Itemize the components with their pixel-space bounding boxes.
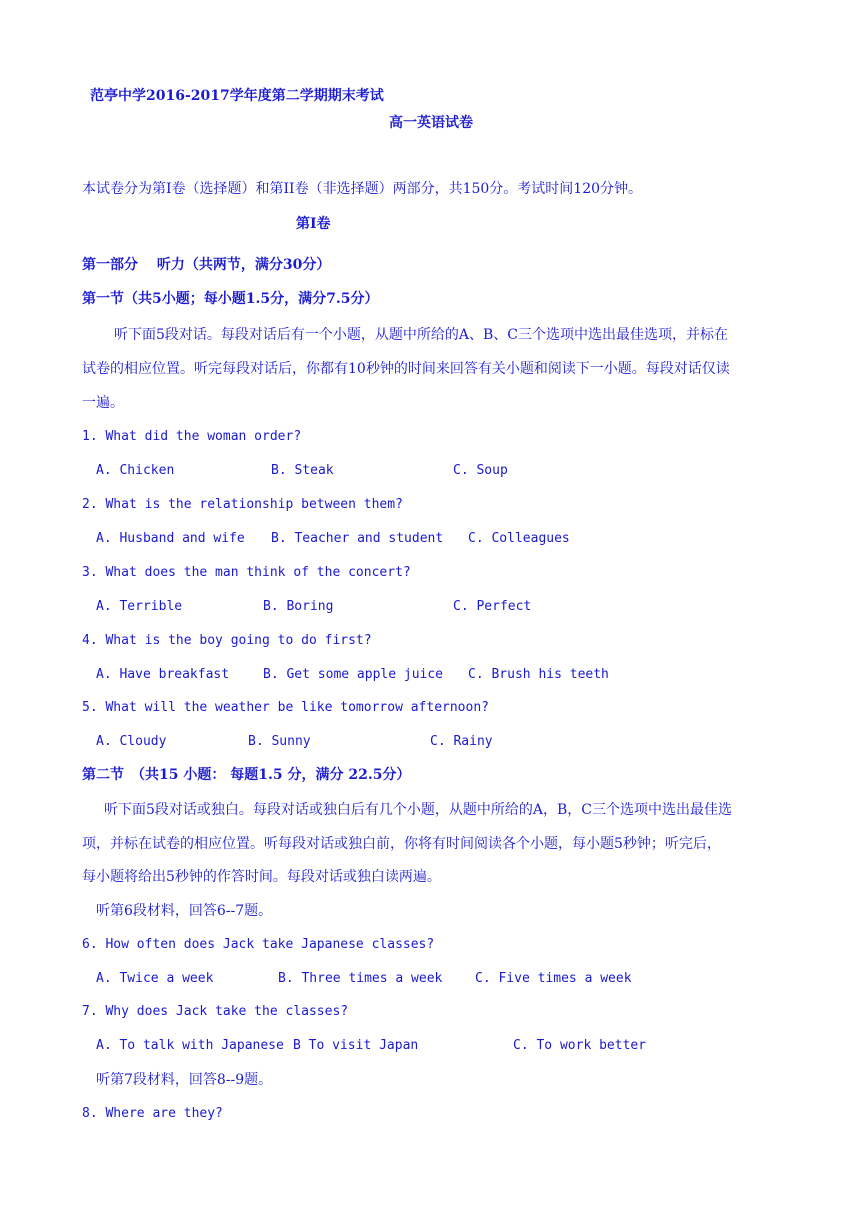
option-a: A. To talk with Japanese — [96, 1038, 284, 1053]
section1-heading: 第一节（共5小题；每小题1.5分，满分7.5分） — [82, 291, 379, 307]
option-c: C. Colleagues — [468, 531, 570, 546]
question-5: 5. What will the weather be like tomorrow afternoon? — [82, 700, 489, 715]
option-c: C. Brush his teeth — [468, 667, 609, 682]
option-a: A. Cloudy — [96, 734, 167, 749]
option-b: B. Teacher and student — [271, 531, 444, 546]
option-c: C. Perfect — [453, 599, 532, 614]
option-a: A. Have breakfast — [96, 667, 230, 682]
volume-title: 第Ⅰ卷 — [296, 216, 331, 232]
option-b: B. Steak — [271, 463, 334, 478]
question-4: 4. What is the boy going to do first? — [82, 633, 372, 648]
option-c: C. Five times a week — [475, 971, 632, 986]
option-a: A. Twice a week — [96, 971, 214, 986]
material-6-note: 听第6段材料，回答6--7题。 — [96, 903, 273, 919]
section1-instruction-line: 试卷的相应位置。听完每段对话后，你都有10秒钟的时间来回答有关小题和阅读下一小题。每段对话仅读 — [82, 361, 730, 377]
option-a: A. Husband and wife — [96, 531, 245, 546]
part1-heading: 第一部分 听力（共两节，满分30分） — [82, 257, 331, 273]
question-1: 1. What did the woman order? — [82, 429, 302, 444]
material-7-note: 听第7段材料，回答8--9题。 — [96, 1072, 273, 1088]
question-2: 2. What is the relationship between them? — [82, 497, 403, 512]
option-c: C. To work better — [513, 1038, 647, 1053]
option-a: A. Terrible — [96, 599, 183, 614]
section2-heading: 第二节 （共15 小题： 每题1.5 分，满分 22.5分） — [82, 767, 411, 783]
option-b: B. Get some apple juice — [263, 667, 444, 682]
intro-text: 本试卷分为第Ⅰ卷（选择题）和第II卷（非选择题）两部分，共150分。考试时间120分钟。 — [82, 181, 643, 197]
question-8: 8. Where are they? — [82, 1106, 223, 1121]
option-a: A. Chicken — [96, 463, 175, 478]
option-b: B. Three times a week — [278, 971, 443, 986]
option-c: C. Rainy — [430, 734, 493, 749]
option-b: B To visit Japan — [293, 1038, 419, 1053]
option-b: B. Boring — [263, 599, 334, 614]
question-7: 7. Why does Jack take the classes? — [82, 1004, 349, 1019]
option-c: C. Soup — [453, 463, 508, 478]
question-6: 6. How often does Jack take Japanese classes? — [82, 937, 435, 952]
section2-instruction-line: 每小题将给出5秒钟的作答时间。每段对话或独白读两遍。 — [82, 869, 441, 885]
section2-instruction-line: 听下面5段对话或独白。每段对话或独白后有几个小题，从题中所给的A，B，C三个选项中选出最佳选 — [104, 802, 733, 818]
subject-title: 高一英语试卷 — [389, 115, 473, 131]
section1-instruction-line: 一遍。 — [82, 395, 124, 411]
section1-instruction-line: 听下面5段对话。每段对话后有一个小题，从题中所给的A、B、C三个选项中选出最佳选项，并标在 — [114, 327, 729, 343]
option-b: B. Sunny — [248, 734, 311, 749]
section2-instruction-line: 项，并标在试卷的相应位置。听每段对话或独白前，你将有时间阅读各个小题，每小题5秒钟；听完后， — [82, 836, 721, 852]
question-3: 3. What does the man think of the concert? — [82, 565, 411, 580]
school-title: 范亭中学2016-2017学年度第二学期期末考试 — [90, 88, 384, 104]
